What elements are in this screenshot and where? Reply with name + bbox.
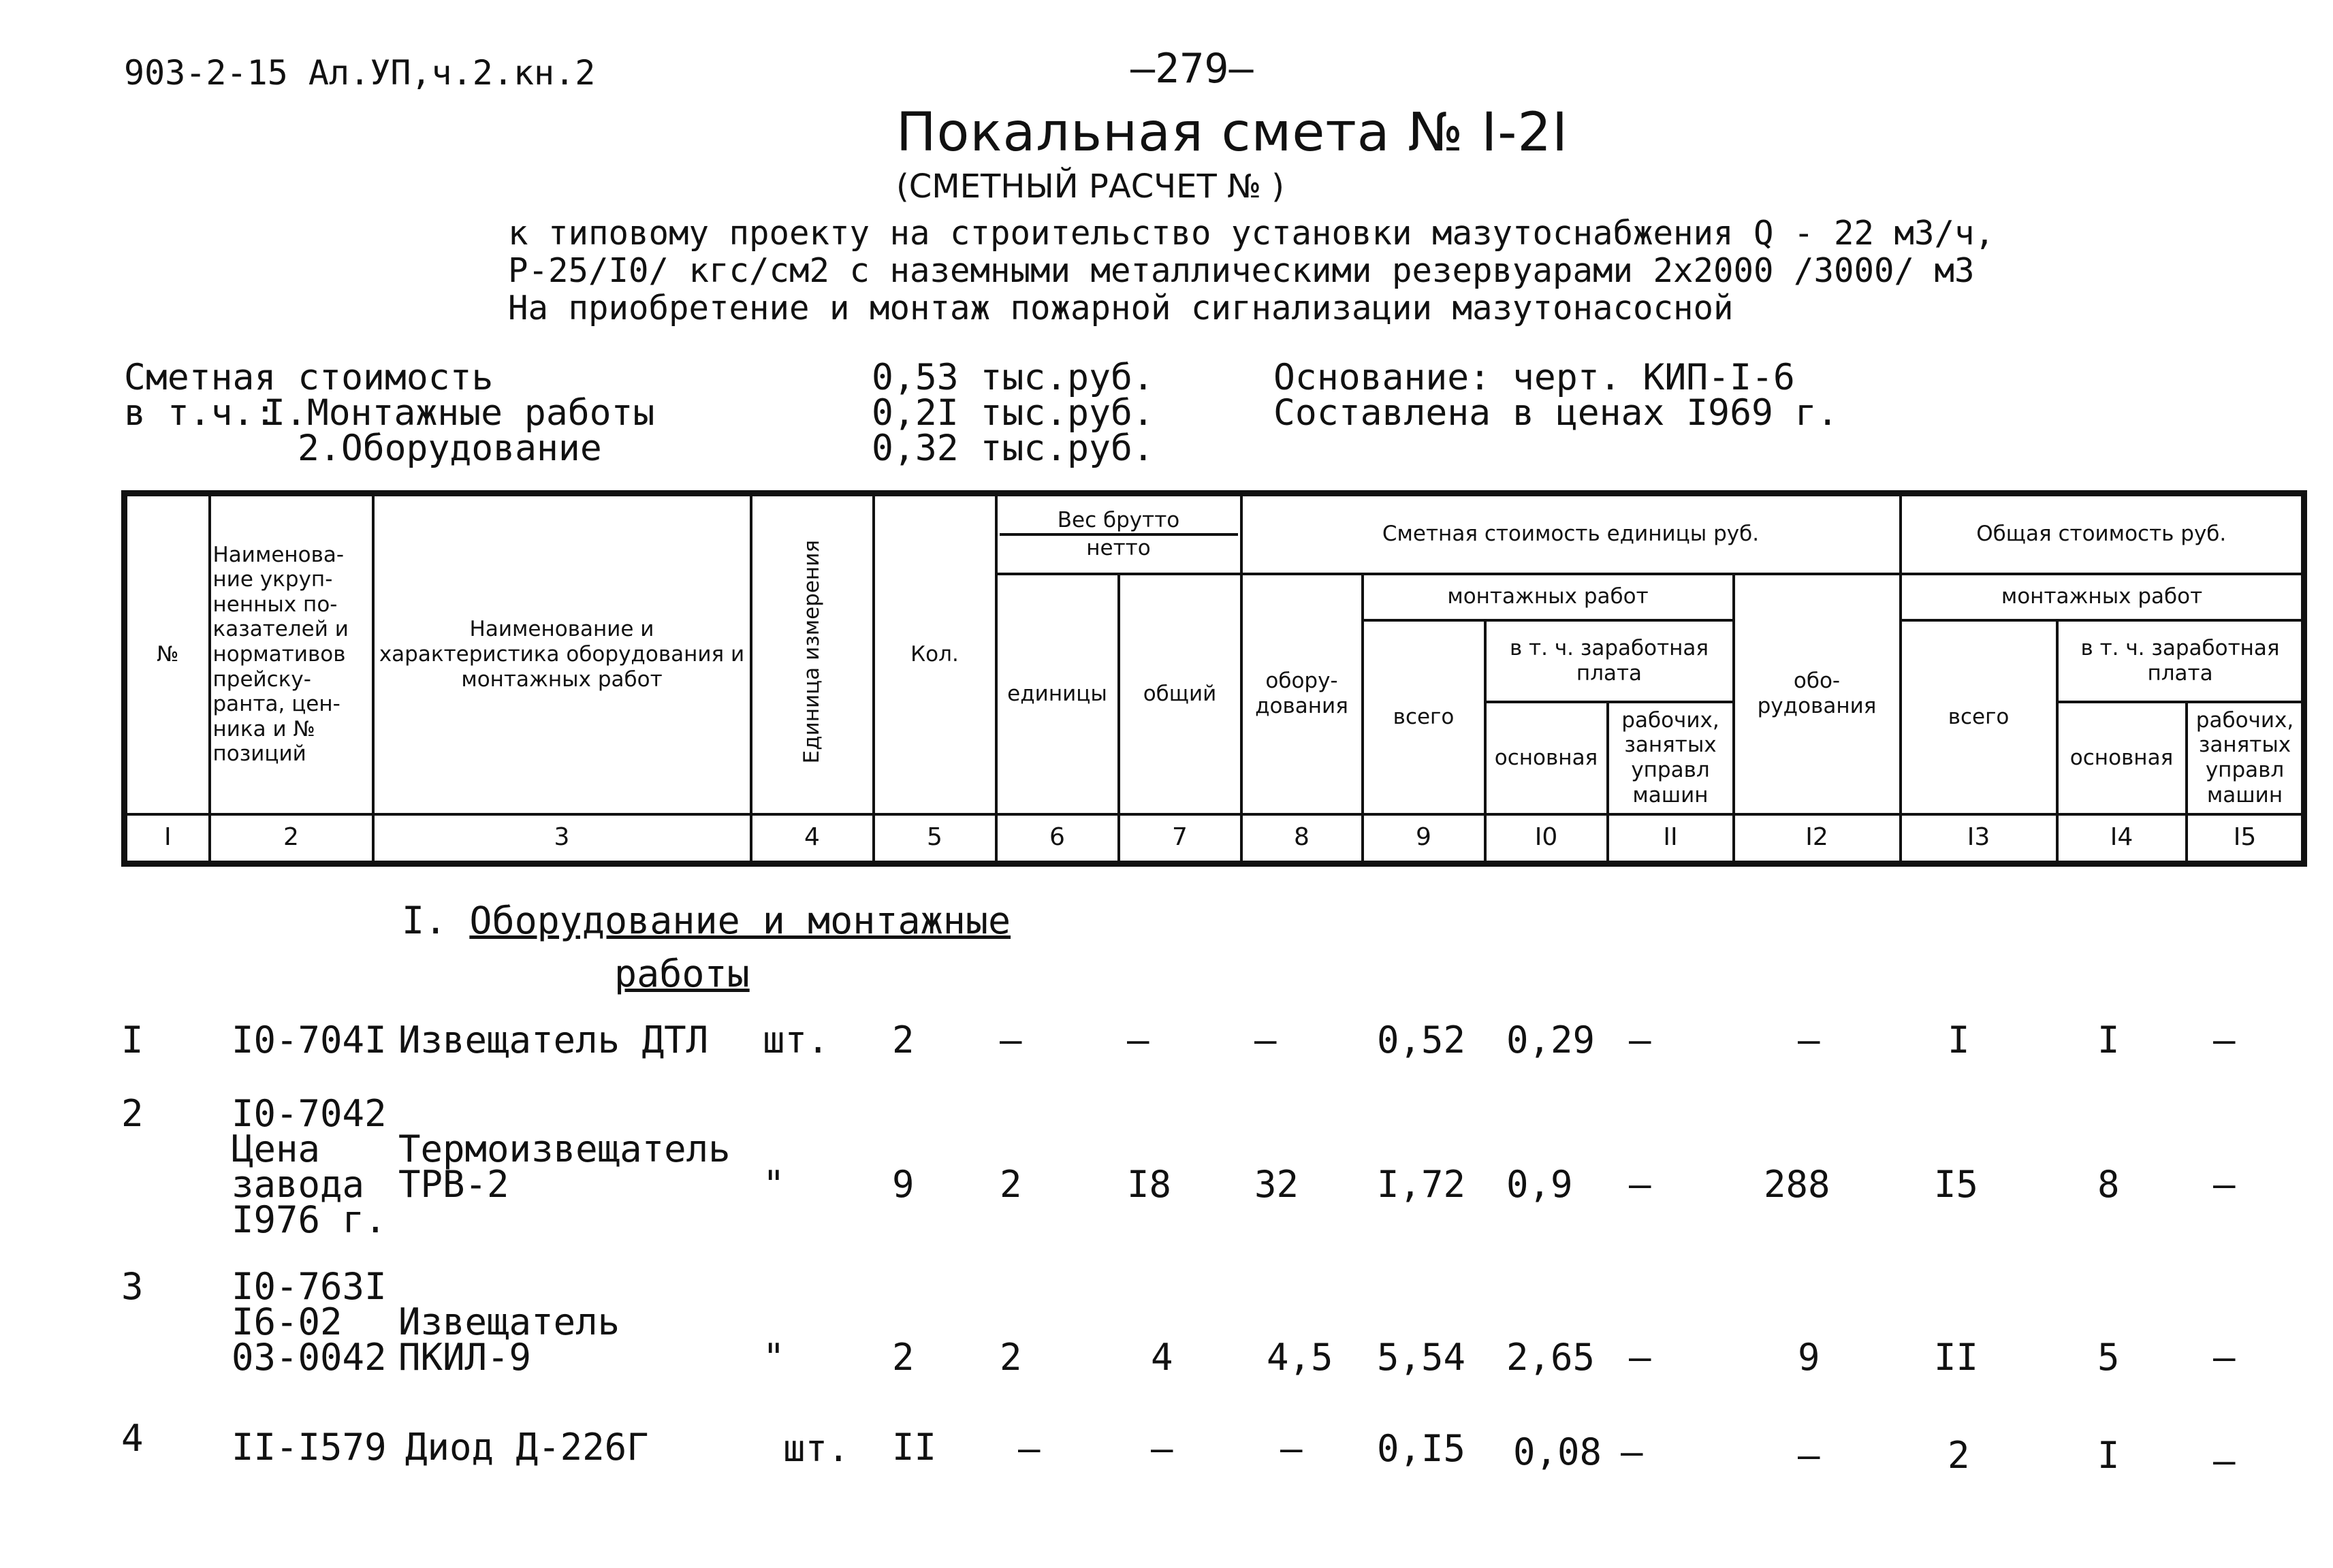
row-number: 3 [121, 1265, 144, 1308]
row-unit-weight: 2 [1000, 1163, 1022, 1206]
row-name: Извещатель ДТЛ [398, 1019, 709, 1061]
row-machine-sum: – [2213, 1019, 2236, 1061]
summary-cost-label: Сметная стоимость [124, 357, 494, 398]
row-code-line: I0-7042 [232, 1092, 387, 1135]
row-total-weight: – [1127, 1019, 1149, 1061]
row-equipment-total: – [1798, 1019, 1820, 1061]
row-machine-sum: – [2213, 1163, 2236, 1206]
col-header-total-weight: общий [1119, 574, 1241, 814]
page-number: —279— [1130, 45, 1254, 93]
col-header-equipment: обору-дования [1241, 574, 1363, 814]
row-machine-sum: – [2213, 1336, 2236, 1379]
summary-incl-label: в т.ч.: [124, 392, 276, 434]
row-basic-sum: I [2097, 1434, 2120, 1477]
row-qty: 2 [892, 1336, 915, 1379]
row-basic-sum: 5 [2097, 1336, 2120, 1379]
col-number: 9 [1363, 814, 1485, 864]
subject-line-1: к типовому проекту на строительство установки мазутоснабжения Q - 22 м3/ч, [508, 214, 1995, 253]
col-header-all-total: всего [1901, 620, 2057, 814]
row-code: I0-704I [232, 1019, 387, 1061]
row-basic-wage: 0,08 [1513, 1430, 1602, 1473]
col-number: 8 [1241, 814, 1363, 864]
row-code: II-I579 [232, 1426, 387, 1469]
summary-item1-label: I.Монтажные работы [264, 392, 655, 434]
row-number: 2 [121, 1092, 144, 1135]
row-code-line: I6-02 [232, 1300, 343, 1343]
section-title-continued: работы [614, 952, 750, 995]
subject-line-2: Р-25/I0/ кгс/см2 с наземными металлическими резервуарами 2х2000 /3000/ м3 [508, 251, 1975, 290]
row-machine-sum: – [2213, 1439, 2236, 1482]
col-number: 2 [210, 814, 373, 864]
row-total-weight: 4 [1151, 1336, 1173, 1379]
col-number: II [1608, 814, 1734, 864]
summary-item2-value: 0,32 тыс.руб. [872, 428, 1154, 469]
row-name: Диод Д-226Г [405, 1426, 649, 1469]
row-qty: II [892, 1426, 937, 1469]
page-title: Покальная смета № I-2I [896, 102, 1569, 163]
row-basic-sum: 8 [2097, 1163, 2120, 1206]
row-name-line: Извещатель [398, 1300, 620, 1343]
row-name-line: ТРВ-2 [398, 1163, 509, 1206]
col-header-wages: в т. ч. заработная плата [1485, 620, 1734, 702]
row-unit: шт. [763, 1019, 829, 1061]
row-basic-wage: 0,9 [1506, 1163, 1573, 1206]
estimate-basis: Основание: черт. КИП-I-6 [1273, 357, 1795, 398]
row-unit-weight: 2 [1000, 1336, 1022, 1379]
col-number: 4 [751, 814, 874, 864]
row-machine-wage: – [1629, 1019, 1651, 1061]
row-machine-wage: – [1621, 1430, 1643, 1473]
row-basic-wage: 0,29 [1506, 1019, 1596, 1061]
row-equipment-cost: – [1254, 1019, 1277, 1061]
row-unit: " [763, 1336, 785, 1379]
row-total-weight: I8 [1127, 1163, 1172, 1206]
col-number: I5 [2187, 814, 2304, 864]
subject-line-3: На приобретение и монтаж пожарной сигнализации мазутонасосной [508, 289, 1734, 327]
col-number: I [125, 814, 210, 864]
col-header-equipment-total: обо-рудования [1734, 574, 1901, 814]
estimate-subtitle: (СМЕТНЫЙ РАСЧЕТ № ) [896, 167, 1284, 206]
col-header-basic-total: основная [2057, 702, 2187, 814]
row-code-line: I0-763I [232, 1265, 387, 1308]
col-header-unit [751, 494, 874, 814]
col-header-wages-total: в т. ч. заработная плата [2057, 620, 2304, 702]
row-code-line: завода [232, 1163, 365, 1206]
row-unit: шт. [783, 1427, 850, 1470]
col-header-number: № [125, 494, 210, 814]
row-unit-weight: – [1000, 1019, 1022, 1061]
col-header-qty: Кол. [874, 494, 996, 814]
row-mounting-total: 0,52 [1377, 1019, 1466, 1061]
row-mounting-total: 0,I5 [1377, 1427, 1466, 1470]
row-equipment-cost: 32 [1254, 1163, 1299, 1206]
price-base-year: Составлена в ценах I969 г. [1273, 392, 1839, 434]
row-number: 4 [121, 1417, 144, 1460]
col-header-mounting: монтажных работ [1363, 574, 1734, 620]
col-header-total-cost: Общая стоимость руб. [1901, 494, 2304, 574]
row-qty: 2 [892, 1019, 915, 1061]
row-equipment-cost: 4,5 [1267, 1336, 1333, 1379]
col-number: 3 [373, 814, 751, 864]
summary-cost-value: 0,53 тыс.руб. [872, 357, 1154, 398]
section-number: I. [402, 899, 470, 942]
col-number: I2 [1734, 814, 1901, 864]
col-header-basic: основная [1485, 702, 1608, 814]
row-unit-weight: – [1018, 1427, 1041, 1470]
row-unit: " [763, 1163, 785, 1206]
col-header-unit-cost: Сметная стоимость единицы руб. [1241, 494, 1901, 574]
row-name-line: Термоизвещатель [398, 1127, 731, 1170]
row-equipment-cost: – [1280, 1427, 1303, 1470]
col-header-machine: рабочих, занятых управл машин [1608, 702, 1734, 814]
weight-gross-label: Вес брутто [1057, 508, 1180, 533]
col-number: 7 [1119, 814, 1241, 864]
document-code: 903-2-15 Ал.УП,ч.2.кн.2 [124, 53, 596, 93]
row-mounting-total: I,72 [1377, 1163, 1466, 1206]
row-mounting-sum: II [1934, 1336, 1979, 1379]
estimate-table-header [121, 490, 2307, 867]
section-heading [402, 899, 1011, 942]
row-number: I [121, 1019, 144, 1061]
row-code-line: I976 г. [232, 1198, 387, 1241]
row-basic-wage: 2,65 [1506, 1336, 1596, 1379]
col-header-mounting-total: монтажных работ [1901, 574, 2304, 620]
col-header-unit-weight: единицы [996, 574, 1119, 814]
row-machine-wage: – [1629, 1163, 1651, 1206]
row-mounting-total: 5,54 [1377, 1336, 1466, 1379]
row-equipment-total: – [1798, 1434, 1820, 1477]
weight-net-label: нетто [1000, 533, 1238, 561]
row-machine-wage: – [1629, 1336, 1651, 1379]
col-header-weight [996, 494, 1241, 574]
row-equipment-total: 9 [1798, 1336, 1820, 1379]
row-code-line: 03-0042 [232, 1336, 387, 1379]
row-equipment-total: 288 [1764, 1163, 1830, 1206]
col-number: I3 [1901, 814, 2057, 864]
col-header-name: Наименование и характеристика оборудования и монтажных работ [373, 494, 751, 814]
summary-item1-value: 0,2I тыс.руб. [872, 392, 1154, 434]
col-number: 6 [996, 814, 1119, 864]
col-header-unit-label: Единица измерения [799, 539, 825, 764]
col-number: I0 [1485, 814, 1608, 864]
col-header-machine-total: рабочих, занятых управл машин [2187, 702, 2304, 814]
row-total-weight: – [1151, 1427, 1173, 1470]
section-title: Оборудование и монтажные [469, 899, 1011, 942]
summary-item2-label: 2.Оборудование [298, 428, 602, 469]
row-name-line: ПКИЛ-9 [398, 1336, 532, 1379]
row-qty: 9 [892, 1163, 915, 1206]
row-code-line: Цена [232, 1127, 321, 1170]
row-mounting-sum: I5 [1934, 1163, 1979, 1206]
col-header-all: всего [1363, 620, 1485, 814]
col-header-code: Наименова-ние укруп-ненных по-казателей и нормативов прейску-ранта, цен-ника и № позиций [210, 494, 373, 814]
row-mounting-sum: 2 [1948, 1434, 1970, 1477]
row-mounting-sum: I [1948, 1019, 1970, 1061]
row-basic-sum: I [2097, 1019, 2120, 1061]
col-number: 5 [874, 814, 996, 864]
col-number: I4 [2057, 814, 2187, 864]
